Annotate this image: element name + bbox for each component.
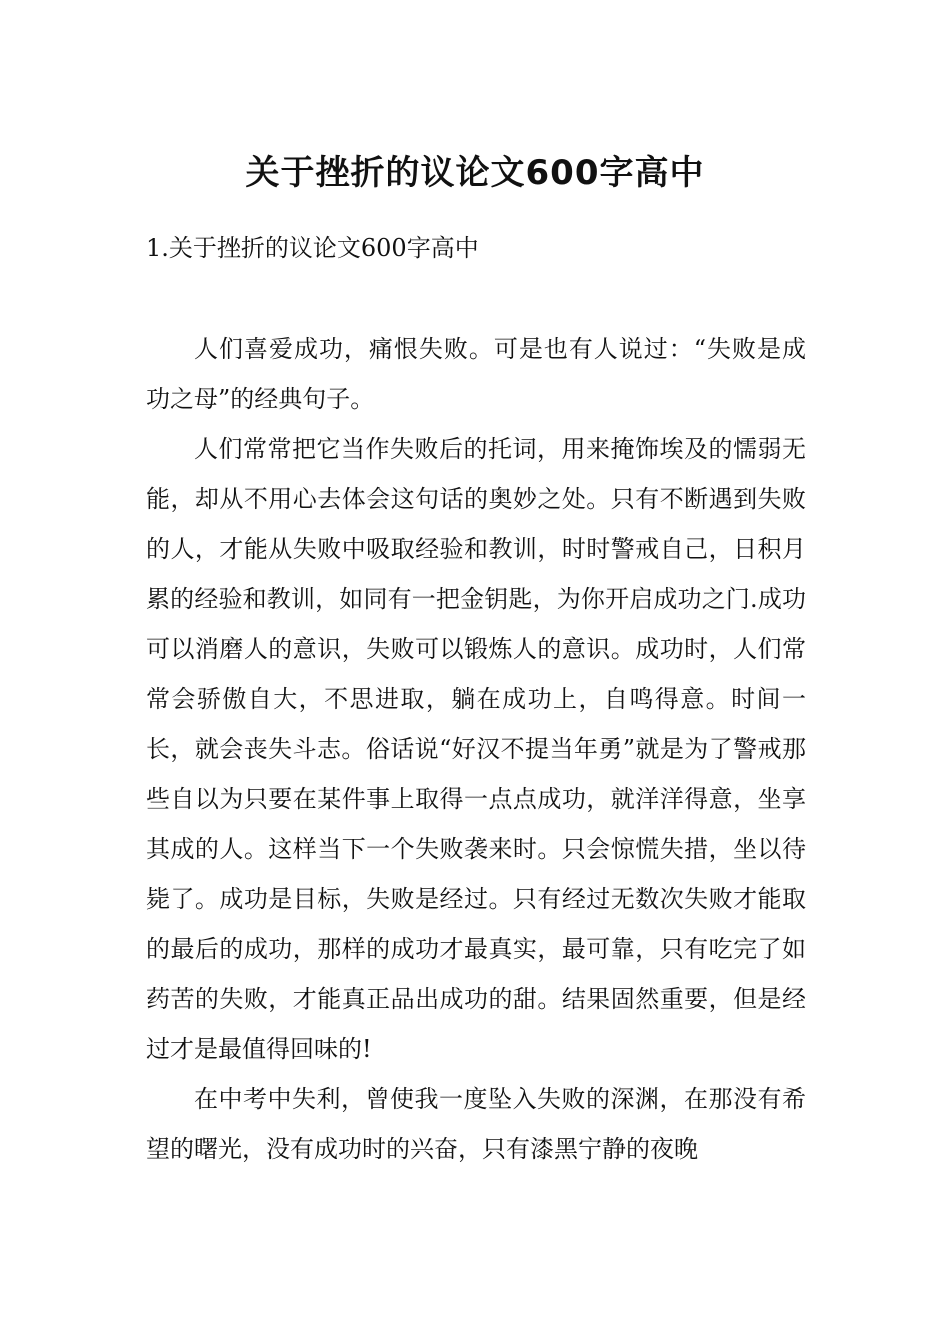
paragraph-3: 在中考中失利，曾使我一度坠入失败的深渊，在那没有希望的曙光，没有成功时的兴奋，只有漆黑宁静的夜晚 xyxy=(146,1085,806,1163)
paragraph-2: 人们常常把它当作失败后的托词，用来掩饰埃及的懦弱无能，却从不用心去体会这句话的奥妙之处。只有不断遇到失败的人，才能从失败中吸取经验和教训，时时警戒自己，日积月累的经验和教训，如同有一把金钥匙，为你开启成功之门.成功可以消磨人的意识，失败可以锻炼人的意识。成功时，人们常常会骄傲自大，不思进取，躺在成功上，自鸣得意。时间一长，就会丧失斗志。俗话说“好汉不提当年勇”就是为了警戒那些自以为只要在某件事上取得一点点成功，就洋洋得意，坐享其成的人。这样当下一个失败袭来时。只会惊慌失措，坐以待毙了。成功是目标，失败是经过。只有经过无数次失败才能取的最后的成功，那样的成功才最真实，最可靠，只有吃完了如药苦的失败，才能真正品出成功的甜。结果固然重要，但是经过才是最值得回味的! xyxy=(146,435,806,1063)
article-body xyxy=(146,324,806,1174)
paragraph-1: 人们喜爱成功，痛恨失败。可是也有人说过：“失败是成功之母”的经典句子。 xyxy=(146,335,806,413)
section-heading: 1.关于挫折的议论文600字高中 xyxy=(146,234,479,262)
page-title: 关于挫折的议论文600字高中 xyxy=(245,152,705,193)
